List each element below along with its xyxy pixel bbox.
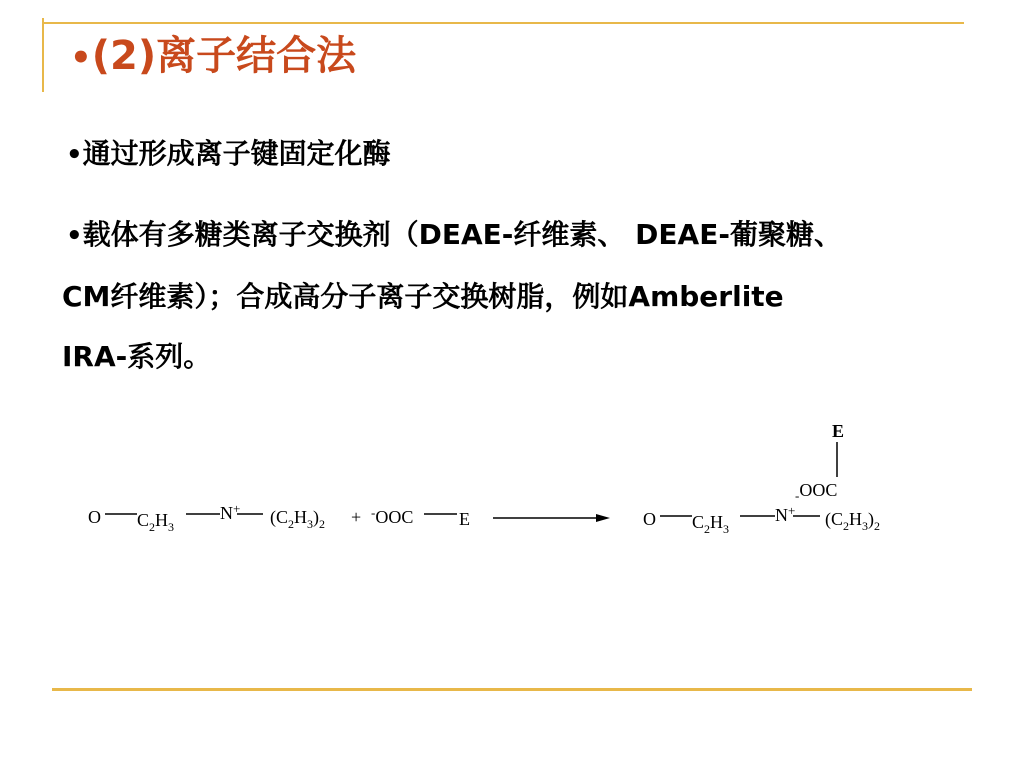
bullet-item-2-line-2 <box>62 280 784 313</box>
right-ooc: $_-$OOC <box>795 480 838 503</box>
left-n: N+ <box>220 501 241 523</box>
left-e: E <box>459 509 470 529</box>
title-text: (2)离子结合法 <box>91 33 357 79</box>
bullet-text-line-1: 载体有多糖类离子交换剂（DEAE-纤维素、 DEAE-葡聚糖、 <box>82 218 842 251</box>
bullet-marker: • <box>66 221 83 251</box>
left-c2h3: $C_2H_3$ <box>137 510 175 534</box>
bullet-text-line-2: CM纤维素）；合成高分子离子交换树脂，例如Amberlite <box>62 280 784 313</box>
left-ooc: -OOC <box>371 505 414 527</box>
bottom-rule <box>52 688 972 691</box>
left-vertical-rule <box>42 18 44 92</box>
reaction-arrowhead <box>596 514 610 522</box>
right-ethyl-group: $(C_2H_3)_2$ <box>825 509 880 533</box>
bullet-item-2 <box>66 218 842 251</box>
bullet-item-2-line-3 <box>62 340 212 373</box>
left-ethyl-group: $(C_2H_3)_2$ <box>270 507 325 531</box>
page-title <box>70 33 357 79</box>
left-o: O <box>88 507 101 527</box>
title-bullet: • <box>70 38 92 78</box>
plus-sign: + <box>351 507 362 527</box>
bullet-text-line-3: IRA-系列。 <box>62 340 212 373</box>
right-c2h3: $C_2H_3$ <box>692 512 730 536</box>
right-o: O <box>643 509 656 529</box>
bullet-text: 通过形成离子键固定化酶 <box>82 137 391 170</box>
bullet-marker: • <box>66 140 83 170</box>
bullet-item-1 <box>66 137 391 170</box>
reaction-scheme <box>0 400 1024 560</box>
right-e: E <box>832 421 845 441</box>
top-rule <box>42 22 964 24</box>
right-n: N+ <box>775 503 796 525</box>
